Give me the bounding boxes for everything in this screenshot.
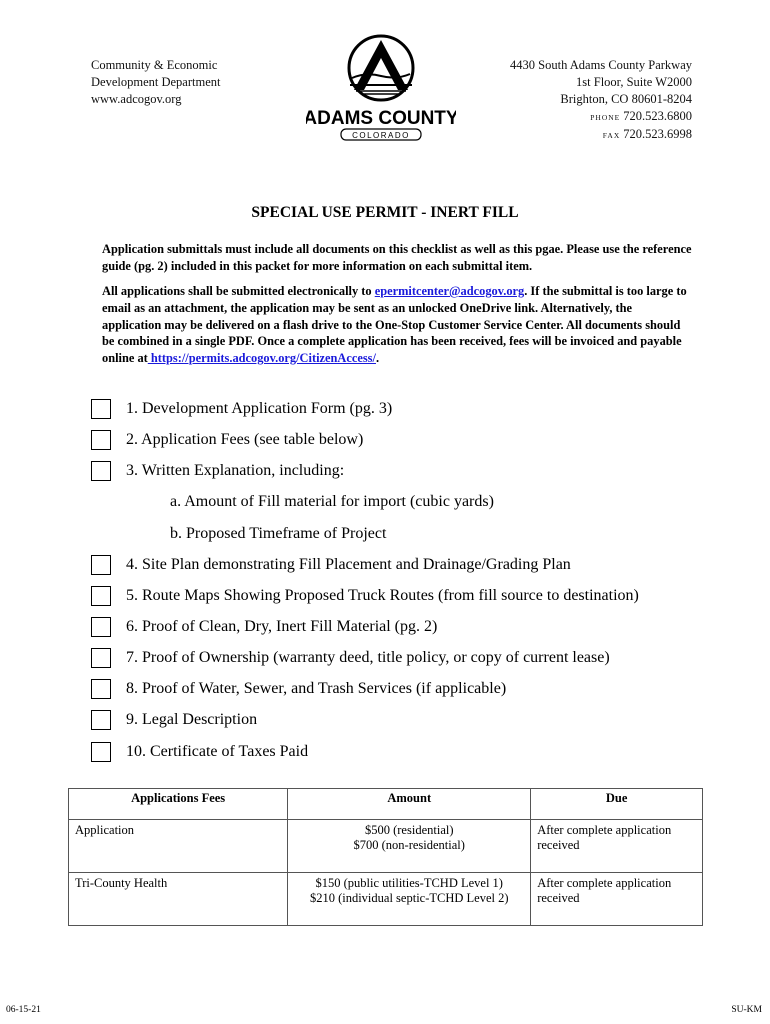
checkbox-item-8[interactable] [91, 679, 111, 699]
phone-line: PHONE 720.523.6800 [590, 109, 692, 123]
checklist-item-7: 7. Proof of Ownership (warranty deed, title policy, or copy of current lease) [126, 649, 610, 666]
footer-code: SU-KM [731, 1005, 762, 1015]
fees-header-due: Due [531, 789, 703, 820]
checklist-subitem-a: a. Amount of Fill material for import (cubic yards) [170, 493, 494, 510]
checklist-item-8: 8. Proof of Water, Sewer, and Trash Services (if applicable) [126, 680, 507, 697]
checklist-item-9: 9. Legal Description [126, 711, 258, 728]
checklist-item-10: 10. Certificate of Taxes Paid [126, 743, 309, 760]
checklist-item-3: 3. Written Explanation, including: [126, 462, 345, 479]
checkbox-item-5[interactable] [91, 586, 111, 606]
email-link[interactable]: epermitcenter@adcogov.org [374, 284, 525, 298]
address-line-3: Brighton, CO 80601-8204 [560, 92, 692, 106]
table-row [69, 820, 703, 873]
department-block [91, 57, 220, 108]
adams-county-logo [306, 30, 456, 142]
checklist-item-2: 2. Application Fees (see table below) [126, 431, 364, 448]
fee-name: Application [69, 820, 288, 873]
checklist-subitem-b: b. Proposed Timeframe of Project [170, 525, 387, 542]
fax-line: FAX 720.523.6998 [602, 127, 692, 141]
citizen-access-link[interactable]: https://permits.adcogov.org/CitizenAccess/ [147, 351, 376, 366]
logo-sub: COLORADO [352, 131, 410, 140]
fees-header-name: Applications Fees [69, 789, 288, 820]
checkbox-item-3[interactable] [91, 461, 111, 481]
logo-name: ADAMS COUNTY [306, 108, 456, 129]
checkbox-item-2[interactable] [91, 430, 111, 450]
checkbox-item-6[interactable] [91, 617, 111, 637]
fee-amount: $150 (public utilities-TCHD Level 1) $210 (individual septic-TCHD Level 2) [288, 873, 531, 926]
checklist-item-4: 4. Site Plan demonstrating Fill Placement and Drainage/Grading Plan [126, 556, 571, 573]
fees-table [68, 788, 703, 926]
fees-header-row [69, 789, 703, 820]
checkbox-item-9[interactable] [91, 710, 111, 730]
dept-line-1: Community & Economic [91, 58, 218, 72]
address-block [470, 57, 692, 144]
intro-paragraph-2: All applications shall be submitted electronically to epermitcenter@adcogov.org. If the submittal is too large to email as an attachment, the application may be sent as an unlocked OneDrive link. Alternatively, the application may be delivered on a flash drive to the One-Stop Customer Service Center. All documents should be combined in a single PDF. Once a complete application has been received, fees will be invoiced and payable online at https://permits.adcogov.org/CitizenAccess/. [102, 284, 687, 366]
address-line-1: 4430 South Adams County Parkway [510, 58, 692, 72]
dept-website: www.adcogov.org [91, 92, 182, 106]
checkbox-item-1[interactable] [91, 399, 111, 419]
fee-name: Tri-County Health [69, 873, 288, 926]
checkbox-item-4[interactable] [91, 555, 111, 575]
table-row [69, 873, 703, 926]
address-line-2: 1st Floor, Suite W2000 [576, 75, 692, 89]
checklist-item-6: 6. Proof of Clean, Dry, Inert Fill Material (pg. 2) [126, 618, 438, 635]
fee-due: After complete application received [531, 820, 703, 873]
checklist-item-1: 1. Development Application Form (pg. 3) [126, 400, 393, 417]
checkbox-item-7[interactable] [91, 648, 111, 668]
checklist-item-5: 5. Route Maps Showing Proposed Truck Routes (from fill source to destination) [126, 587, 639, 604]
footer-date: 06-15-21 [6, 1005, 41, 1015]
fee-amount: $500 (residential) $700 (non-residential) [288, 820, 531, 873]
dept-line-2: Development Department [91, 75, 221, 89]
intro-paragraph-1: Application submittals must include all documents on this checklist as well as this pgae. Please use the reference guide (pg. 2) included in this packet for more information on each submittal item. [102, 242, 692, 273]
checkbox-item-10[interactable] [91, 742, 111, 762]
fee-due: After complete application received [531, 873, 703, 926]
page-title: SPECIAL USE PERMIT - INERT FILL [251, 204, 519, 221]
fees-header-amount: Amount [288, 789, 531, 820]
